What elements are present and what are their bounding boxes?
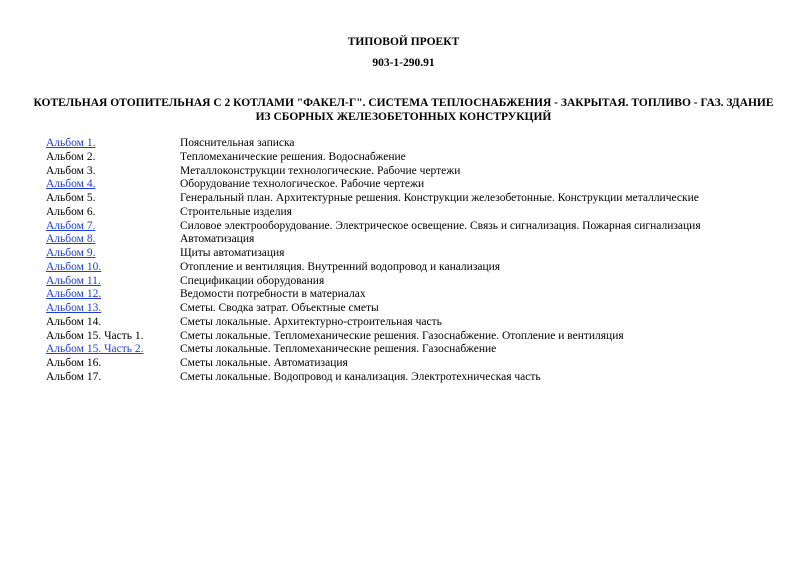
document-type-title: ТИПОВОЙ ПРОЕКТ bbox=[347, 36, 460, 48]
album-description: Сметы локальные. Тепломеханические решения. Газоснабжение. Отопление и вентиляция bbox=[180, 329, 624, 342]
album-description: Спецификации оборудования bbox=[180, 274, 325, 287]
album-row bbox=[46, 206, 766, 220]
album-label: Альбом 6. bbox=[46, 205, 96, 218]
album-description: Тепломеханические решения. Водоснабжение bbox=[180, 150, 406, 163]
album-link[interactable]: Альбом 7. bbox=[46, 219, 96, 232]
album-label: Альбом 17. bbox=[46, 370, 102, 383]
album-description: Металлоконструкции технологические. Рабочие чертежи bbox=[180, 164, 461, 177]
album-description: Сметы локальные. Архитектурно-строительная часть bbox=[180, 315, 442, 328]
album-row bbox=[46, 288, 766, 302]
album-row bbox=[46, 192, 766, 206]
album-row bbox=[46, 247, 766, 261]
album-row bbox=[46, 343, 766, 357]
album-description: Силовое электрооборудование. Электрическое освещение. Связь и сигнализация. Пожарная сигнализация bbox=[180, 219, 701, 232]
album-link[interactable]: Альбом 10. bbox=[46, 260, 102, 273]
album-description: Генеральный план. Архитектурные решения. Конструкции железобетонные. Конструкции металлические bbox=[180, 192, 699, 204]
album-description: Оборудование технологическое. Рабочие чертежи bbox=[180, 178, 425, 191]
album-label: Альбом 15. Часть 1. bbox=[46, 329, 144, 342]
album-row bbox=[46, 302, 766, 316]
album-row bbox=[46, 261, 766, 275]
album-link[interactable]: Альбом 13. bbox=[46, 302, 102, 314]
album-row bbox=[46, 316, 766, 330]
album-description: Ведомости потребности в материалах bbox=[180, 288, 366, 301]
album-row bbox=[46, 330, 766, 344]
album-row bbox=[46, 357, 766, 371]
album-label: Альбом 5. bbox=[46, 192, 96, 204]
album-link[interactable]: Альбом 11. bbox=[46, 274, 101, 287]
album-description: Сметы. Сводка затрат. Объектные сметы bbox=[180, 302, 379, 314]
album-row bbox=[46, 137, 766, 151]
album-description: Пояснительная записка bbox=[180, 137, 295, 149]
album-description: Щиты автоматизация bbox=[180, 247, 285, 259]
album-row bbox=[46, 371, 766, 385]
album-link[interactable]: Альбом 1. bbox=[46, 137, 96, 149]
project-title: КОТЕЛЬНАЯ ОТОПИТЕЛЬНАЯ С 2 КОТЛАМИ "ФАКЕЛ-Г". СИСТЕМА ТЕПЛОСНАБЖЕНИЯ - ЗАКРЫТАЯ. ТОПЛИВО - ГАЗ. ЗДАНИЕ ИЗ СБОРНЫХ ЖЕЛЕЗОБЕТОННЫХ КОНСТРУКЦИЙ bbox=[33, 97, 774, 123]
album-label: Альбом 2. bbox=[46, 150, 96, 163]
album-description: Сметы локальные. Автоматизация bbox=[180, 357, 348, 369]
album-row bbox=[46, 233, 766, 247]
album-link[interactable]: Альбом 12. bbox=[46, 288, 102, 301]
album-label: Альбом 14. bbox=[46, 315, 102, 328]
album-description: Сметы локальные. Водопровод и канализация. Электротехническая часть bbox=[180, 370, 541, 383]
album-link[interactable]: Альбом 8. bbox=[46, 233, 96, 246]
album-row bbox=[46, 151, 766, 165]
album-row bbox=[46, 220, 766, 234]
album-link[interactable]: Альбом 15. Часть 2. bbox=[46, 343, 144, 356]
album-description: Строительные изделия bbox=[180, 205, 292, 218]
album-link[interactable]: Альбом 4. bbox=[46, 178, 96, 191]
album-row bbox=[46, 275, 766, 289]
album-list bbox=[46, 137, 766, 385]
album-row bbox=[46, 178, 766, 192]
album-label: Альбом 3. bbox=[46, 164, 96, 177]
album-description: Автоматизация bbox=[180, 233, 255, 246]
album-description: Сметы локальные. Тепломеханические решения. Газоснабжение bbox=[180, 343, 497, 356]
album-label: Альбом 16. bbox=[46, 357, 102, 369]
album-link[interactable]: Альбом 9. bbox=[46, 247, 96, 259]
project-number: 903-1-290.91 bbox=[372, 57, 435, 69]
album-row bbox=[46, 165, 766, 179]
album-description: Отопление и вентиляция. Внутренний водопровод и канализация bbox=[180, 260, 501, 273]
